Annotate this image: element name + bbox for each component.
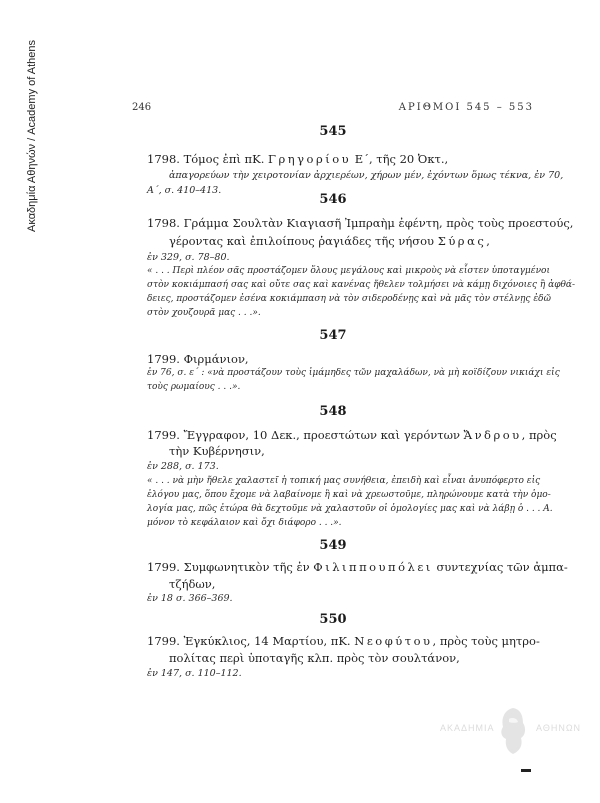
place-name: Φιλιππουπόλει xyxy=(313,560,433,574)
entry-number-550: 550 xyxy=(319,612,347,627)
page-header xyxy=(132,102,534,118)
person-name: Νεοφύτου xyxy=(354,634,433,648)
watermark-right-text: ΑΘΗΝΩΝ xyxy=(536,723,582,733)
entry-548-quote-1: « . . . νὰ μὴν ἤθελε χαλαστεῖ ἡ τοπική μας συνήθεια, ἐπειδὴ καὶ εἶναι ἀνυπόφερτο εἰς xyxy=(147,476,541,486)
entry-546-quote-4: στὸν χουζουρᾶ μας . . .». xyxy=(147,308,261,318)
entry-548-quote-3: λογία μας, πῶς ἐτώρα θὰ δεχτοῦμε νὰ χαλαστοῦν οἱ ὁμολογίες μας καὶ νὰ λάβῃ ὁ . . . Α. xyxy=(147,504,553,514)
entry-550-line-2: πολίτας περὶ ὑποταγῆς κλπ. πρὸς τὸν σουλτάνον, xyxy=(169,651,460,665)
entry-548-reference: ἐν 288, σ. 173. xyxy=(147,461,219,472)
watermark-left-text: ΑΚΑΔΗΜΙΑ xyxy=(440,723,495,733)
entry-547-reference: ἐν 76, σ. ε΄ : «νὰ προστάζουν τοὺς ἰμάμηδες τῶν μαχαλάδων, νὰ μὴ κοϊδίζουν νικιάχι εἰς xyxy=(147,368,560,378)
entry-545-line-2: ἀπαγορεύων τὴν χειροτονίαν ἀρχιερέων, χήρων μέν, ἐχόντων ὅμως τέκνα, ἐν 70, xyxy=(169,170,564,181)
archive-side-label: Ακαδημία Αθηνών / Academy of Athens xyxy=(26,40,38,233)
entry-548-line-1: 1799. Ἔγγραφον, 10 Δεκ., προεστώτων καὶ γερόντων Ἄνδρου, πρὸς xyxy=(147,428,557,442)
entry-549-line-2: τζήδων, xyxy=(169,577,216,591)
page-number: 246 xyxy=(132,102,152,113)
entry-number-546: 546 xyxy=(319,192,347,207)
entry-number-547: 547 xyxy=(319,328,347,343)
entry-550-line-1: 1799. Ἐγκύκλιος, 14 Μαρτίου, πΚ. Νεοφύτου, πρὸς τοὺς μητρο- xyxy=(147,634,540,648)
athena-head-icon xyxy=(496,705,530,757)
entry-549-reference: ἐν 18 σ. 366–369. xyxy=(147,593,233,604)
entry-number-548: 548 xyxy=(319,404,347,419)
entry-548-line-2: τὴν Κυβέρνησιν, xyxy=(169,444,265,458)
entry-545-line-3: Α΄, σ. 410–413. xyxy=(147,185,222,196)
entry-546-line-1: 1798. Γράμμα Σουλτὰν Κιαγιασῆ Ἰμπραὴμ ἐφέντη, πρὸς τοὺς προεστούς, xyxy=(147,216,574,230)
entry-548-quote-2: ἐλόγου μας, ὅπου ἔχομε νὰ λαβαίνομε ἢ καὶ νὰ χρεωστοῦμε, πληρώνουμε κατὰ τὴν ὁμο- xyxy=(147,490,551,500)
person-name: Γρηγορίου xyxy=(268,152,352,166)
entry-548-quote-4: μόνον τὸ κεφάλαιον καὶ ὄχι διάφορο . . .». xyxy=(147,518,342,528)
entry-547-line-1: 1799. Φιρμάνιον, xyxy=(147,352,249,366)
entry-550-reference: ἐν 147, σ. 110–112. xyxy=(147,668,242,679)
entry-number-549: 549 xyxy=(319,538,347,553)
page-edge-mark xyxy=(521,769,531,772)
entry-547-reference-cont: τοὺς ρωμαίους . . .». xyxy=(147,382,241,392)
place-name: Ἄνδρου xyxy=(463,428,522,442)
entry-546-reference: ἐν 329, σ. 78–80. xyxy=(147,252,230,263)
place-name: Σύρας xyxy=(437,234,487,248)
entry-545-line-1: 1798. Τόμος ἐπὶ πΚ. Γρηγορίου Ε΄, τῆς 20 Ὀκτ., xyxy=(147,152,449,166)
running-title: ΑΡΙΘΜΟΙ 545 – 553 xyxy=(398,102,534,113)
entry-number-545: 545 xyxy=(319,124,347,139)
entry-546-quote-2: στὸν κοκιάμπασή σας καὶ οὔτε σας καὶ κανένας ἤθελεν τολμήσει νὰ κάμῃ διχόνοιες ἢ ἀφθά- xyxy=(147,280,576,290)
entry-549-line-1: 1799. Συμφωνητικὸν τῆς ἐν Φιλιππουπόλει συντεχνίας τῶν ἀμπα- xyxy=(147,560,568,574)
entry-546-quote-3: δειες, προστάζομεν ἐσένα κοκιάμπαση νὰ τὸν σιδεροδένῃς καὶ νὰ μᾶς τὸν στέλνῃς ἐδῶ xyxy=(147,294,551,304)
entry-546-quote-1: « . . . Περὶ πλέον σᾶς προστάζομεν ὅλους μεγάλους καὶ μικροὺς νὰ εἶστεν ὑποταγμένοι xyxy=(147,266,551,276)
academy-watermark xyxy=(440,705,580,765)
entry-546-line-2: γέροντας καὶ ἐπιλοίπους ῥαγιάδες τῆς νήσου Σύρας, xyxy=(169,234,490,248)
